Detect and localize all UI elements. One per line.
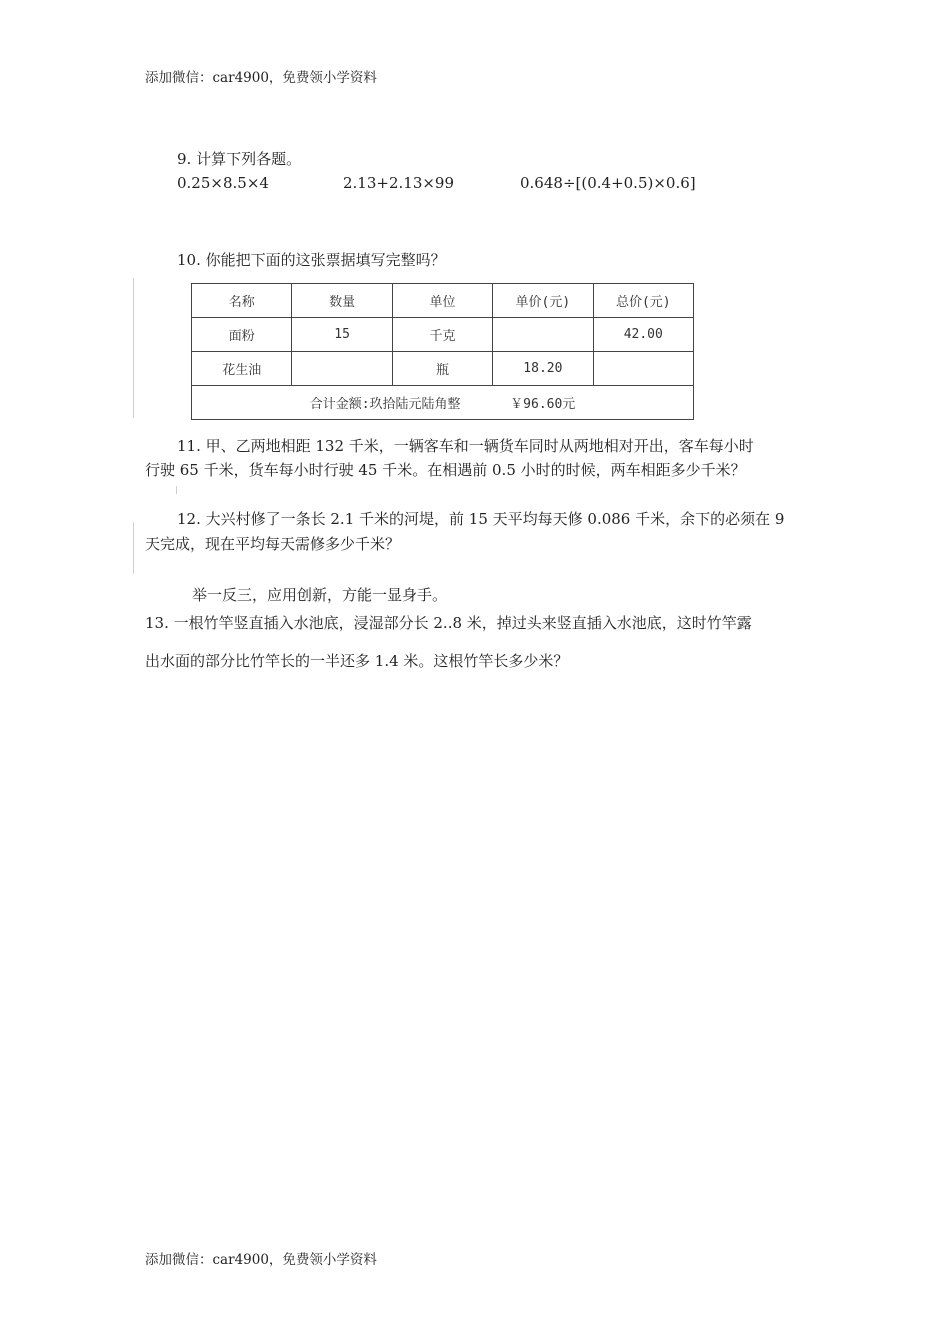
q12-line-2: 天完成，现在平均每天需修多少千米？ <box>145 535 401 553</box>
table-cell-blank <box>493 318 593 352</box>
margin-line <box>133 278 134 418</box>
q9-expression-1: 0.25×8.5×4 <box>177 174 269 192</box>
q11-line-2: 行驶 65 千米，货车每小时行驶 45 千米。在相遇前 0.5 小时的时候，两车相距多少千米？ <box>145 461 746 479</box>
table-cell: 18.20 <box>493 352 593 386</box>
table-cell: 瓶 <box>392 352 492 386</box>
table-total-row <box>192 386 694 420</box>
total-cell <box>192 386 694 420</box>
margin-line <box>133 522 134 574</box>
total-value: ￥96.60元 <box>510 397 576 412</box>
table-cell: 面粉 <box>192 318 292 352</box>
header-cell: 单价(元) <box>493 284 593 318</box>
header-cell: 单位 <box>392 284 492 318</box>
q9-expression-3: 0.648÷[(0.4+0.5)×0.6] <box>520 174 696 192</box>
header-cell: 数量 <box>292 284 392 318</box>
margin-mark <box>176 486 177 494</box>
header-note: 添加微信：car4900，免费领小学资料 <box>145 70 377 86</box>
table-cell-blank <box>593 352 693 386</box>
table-row <box>192 352 694 386</box>
table-cell: 千克 <box>392 318 492 352</box>
q9-expression-2: 2.13+2.13×99 <box>343 174 455 192</box>
q11-line-1: 11. 甲、乙两地相距 132 千米，一辆客车和一辆货车同时从两地相对开出，客车每小时 <box>177 437 754 455</box>
q9-title: 9. 计算下列各题。 <box>177 150 302 168</box>
q13-line-1: 13. 一根竹竿竖直插入水池底，浸湿部分长 2..8 米，掉过头来竖直插入水池底，这时竹竿露 <box>145 614 752 632</box>
header-cell: 总价(元) <box>593 284 693 318</box>
table-cell: 花生油 <box>192 352 292 386</box>
footer-note: 添加微信：car4900，免费领小学资料 <box>145 1252 377 1268</box>
table-header-row <box>192 284 694 318</box>
table-cell: 42.00 <box>593 318 693 352</box>
section-heading: 举一反三，应用创新，方能一显身手。 <box>192 586 448 604</box>
receipt-table <box>191 283 694 420</box>
total-label: 合计金额:玖拾陆元陆角整 <box>309 397 461 412</box>
table-cell-blank <box>292 352 392 386</box>
q10-title: 10. 你能把下面的这张票据填写完整吗？ <box>177 251 446 269</box>
q13-line-2: 出水面的部分比竹竿长的一半还多 1.4 米。这根竹竿长多少米？ <box>145 652 569 670</box>
header-cell: 名称 <box>192 284 292 318</box>
table-cell: 15 <box>292 318 392 352</box>
q12-line-1: 12. 大兴村修了一条长 2.1 千米的河堤，前 15 天平均每天修 0.086 千米，余下的必须在 9 <box>177 510 785 528</box>
table-row <box>192 318 694 352</box>
